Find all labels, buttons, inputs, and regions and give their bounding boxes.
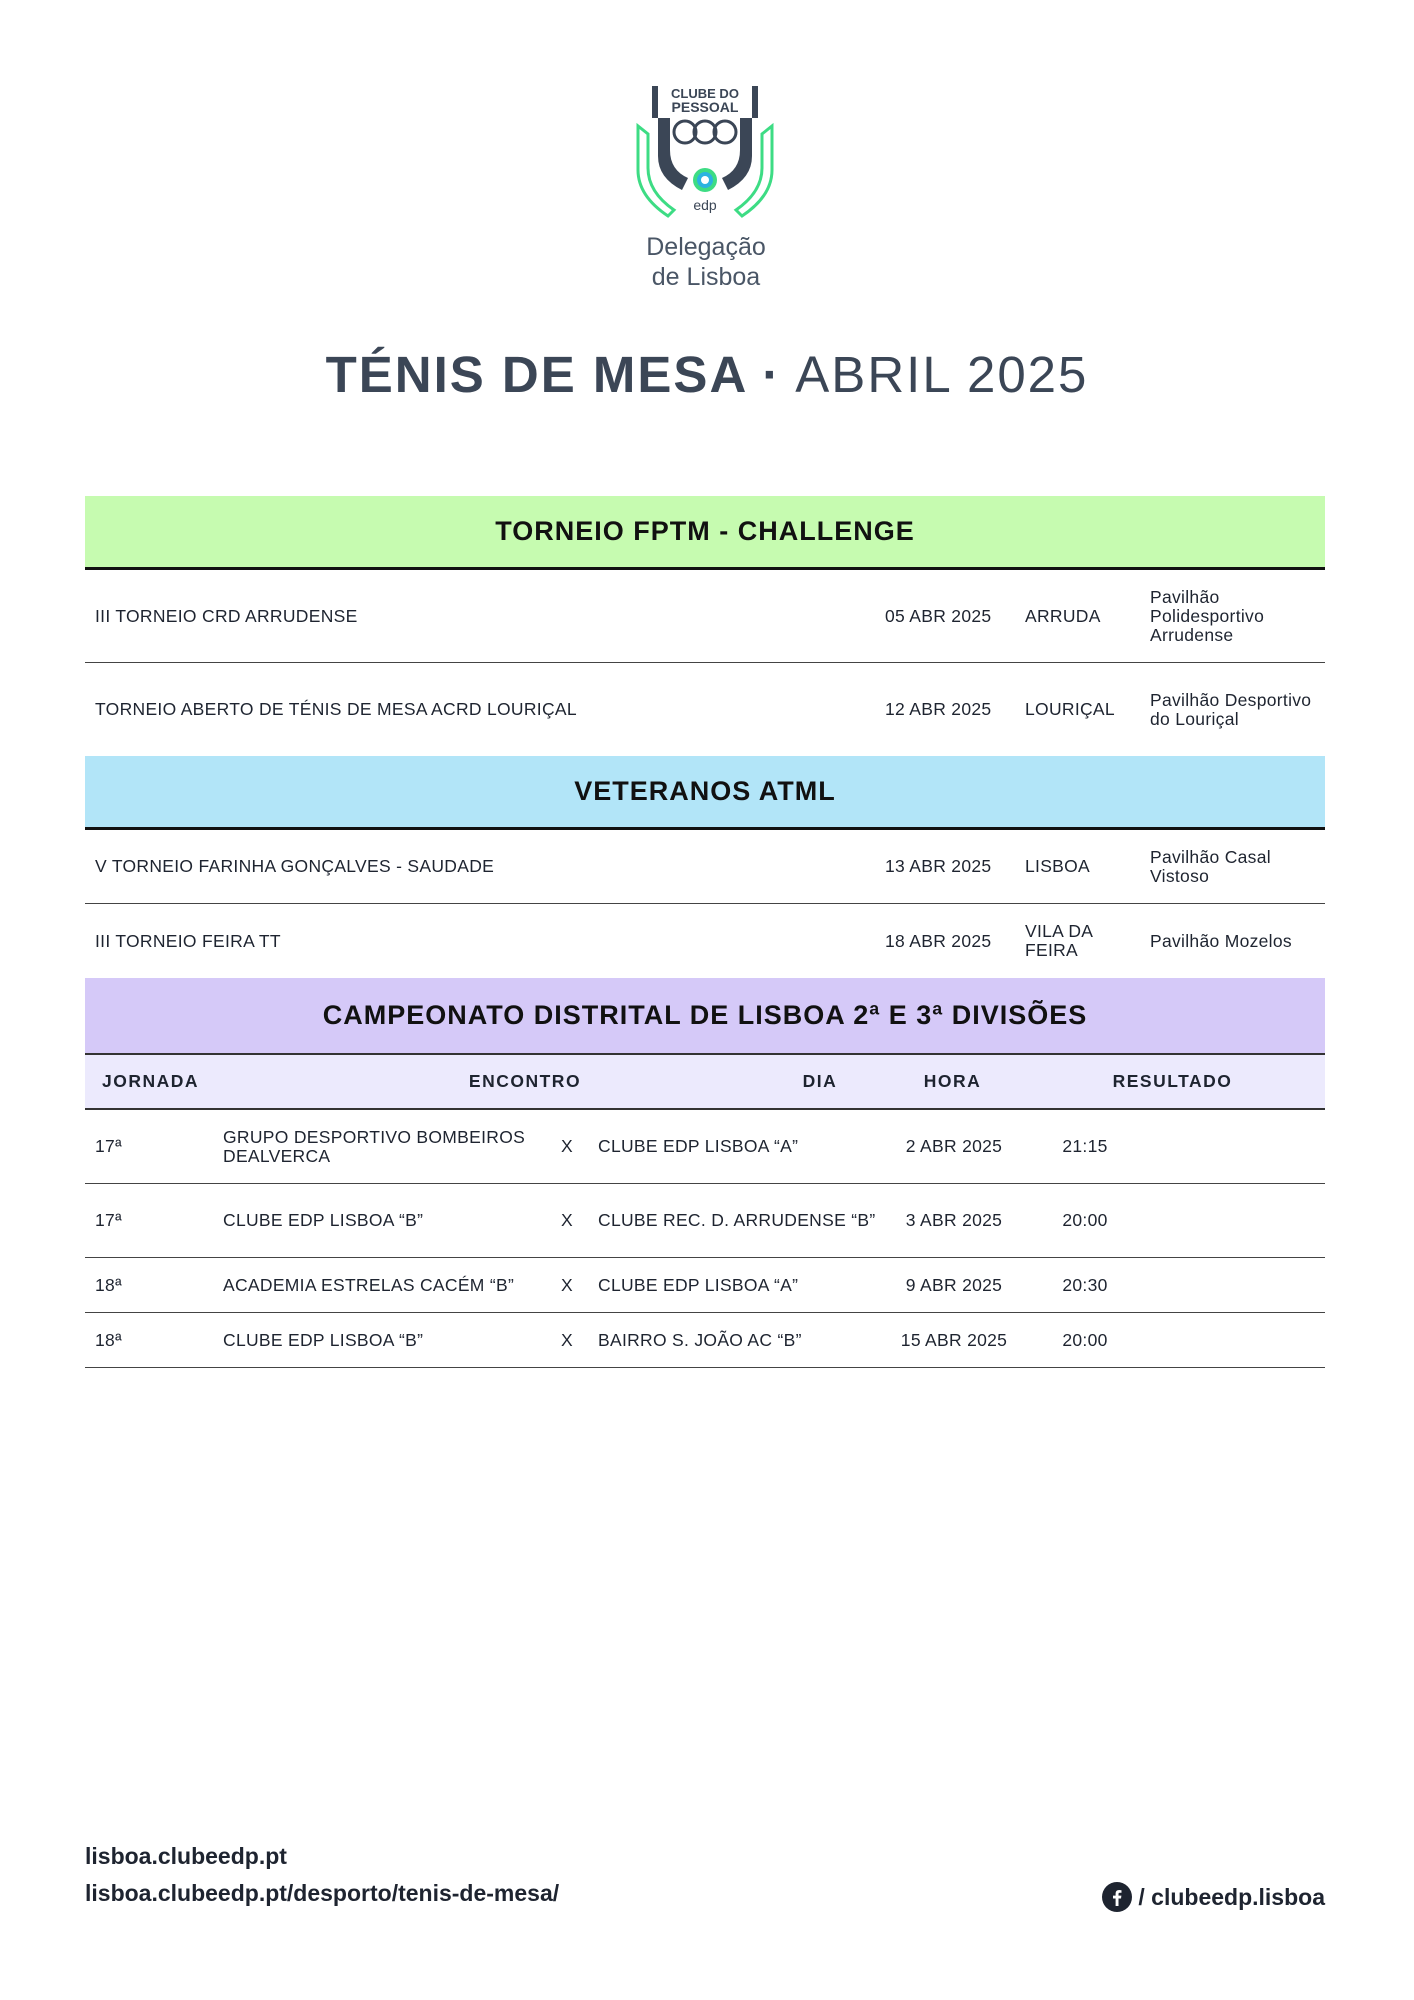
match-jornada: 17ª (95, 1210, 122, 1230)
match-away-team: CLUBE REC. D. ARRUDENSE “B” (598, 1210, 876, 1230)
section-header-fptm: TORNEIO FPTM - CHALLENGE (85, 496, 1325, 570)
delegation-line-2: de Lisboa (651, 263, 761, 291)
match-jornada: 17ª (95, 1136, 122, 1156)
event-name: TORNEIO ABERTO DE TÉNIS DE MESA ACRD LOURIÇAL (95, 699, 577, 719)
match-time: 20:00 (1062, 1210, 1108, 1230)
event-row (85, 830, 1325, 904)
event-name: V TORNEIO FARINHA GONÇALVES - SAUDADE (95, 856, 495, 876)
event-venue: Pavilhão Polidesportivo Arrudense (1150, 586, 1265, 645)
match-date: 9 ABR 2025 (905, 1274, 1003, 1295)
match-row (85, 1313, 1325, 1368)
delegation-line-1: Delegação (646, 233, 766, 261)
match-home-team: CLUBE EDP LISBOA “B” (223, 1210, 424, 1230)
page-title (0, 345, 1414, 404)
event-date: 05 ABR 2025 (885, 605, 992, 626)
match-date: 2 ABR 2025 (905, 1136, 1003, 1156)
column-header-jornada: JORNADA (102, 1071, 200, 1091)
title-main: TÉNIS DE MESA (325, 346, 749, 403)
column-header-resultado: RESULTADO (1112, 1071, 1233, 1091)
event-row (85, 904, 1325, 978)
event-name: III TORNEIO FEIRA TT (95, 930, 281, 951)
event-location: LISBOA (1025, 856, 1091, 876)
match-vs: X (561, 1210, 573, 1230)
match-time: 20:30 (1062, 1274, 1108, 1295)
title-month: ABRIL 2025 (795, 346, 1089, 403)
section-header-distrital: CAMPEONATO DISTRITAL DE LISBOA 2ª E 3ª DIVISÕES (85, 978, 1325, 1055)
column-header-hora: HORA (923, 1071, 982, 1091)
event-venue: Pavilhão Mozelos (1150, 930, 1292, 951)
match-vs: X (561, 1329, 573, 1350)
column-header-encontro: ENCONTRO (468, 1071, 582, 1091)
match-home-team: CLUBE EDP LISBOA “B” (223, 1329, 424, 1350)
social-handle: / clubeedp.lisboa (1138, 1883, 1325, 1910)
facebook-icon (1102, 1882, 1132, 1912)
title-separator: · (762, 346, 782, 403)
match-jornada: 18ª (95, 1274, 122, 1295)
match-date: 15 ABR 2025 (900, 1329, 1008, 1350)
section-header-veteranos: VETERANOS ATML (85, 756, 1325, 830)
club-logo-icon (630, 78, 780, 223)
column-header-dia: DIA (802, 1071, 838, 1091)
match-time: 21:15 (1062, 1136, 1108, 1156)
match-home-team: ACADEMIA ESTRELAS CACÉM “B” (223, 1274, 515, 1295)
event-venue: Pavilhão Desportivo do Louriçal (1150, 689, 1312, 729)
event-name: III TORNEIO CRD ARRUDENSE (95, 605, 358, 626)
match-date: 3 ABR 2025 (905, 1210, 1003, 1230)
footer-link-site[interactable]: lisboa.clubeedp.pt (85, 1843, 287, 1869)
match-away-team: BAIRRO S. JOÃO AC “B” (598, 1329, 802, 1350)
match-vs: X (561, 1136, 573, 1156)
club-logo (630, 78, 780, 223)
match-home-team: GRUPO DESPORTIVO BOMBEIROS DEALVERCA (223, 1126, 526, 1166)
match-jornada: 18ª (95, 1329, 122, 1350)
match-row (85, 1184, 1325, 1258)
match-time: 20:00 (1062, 1329, 1108, 1350)
logo-text-2: PESSOAL (671, 99, 739, 115)
table-header (85, 1055, 1325, 1110)
match-vs: X (561, 1274, 573, 1295)
event-date: 18 ABR 2025 (885, 930, 992, 951)
match-row (85, 1258, 1325, 1313)
logo-text-1: CLUBE DO (671, 86, 739, 101)
delegation-label (556, 232, 856, 292)
event-date: 13 ABR 2025 (885, 856, 992, 876)
event-venue: Pavilhão Casal Vistoso (1150, 846, 1271, 886)
footer-link-tenis[interactable]: lisboa.clubeedp.pt/desporto/tenis-de-mesa/ (85, 1880, 560, 1906)
match-row (85, 1110, 1325, 1184)
event-date: 12 ABR 2025 (885, 699, 992, 719)
event-row (85, 663, 1325, 756)
match-away-team: CLUBE EDP LISBOA “A” (598, 1274, 799, 1295)
logo-brand: edp (693, 197, 717, 213)
social-link[interactable] (1102, 1882, 1325, 1912)
match-away-team: CLUBE EDP LISBOA “A” (598, 1136, 799, 1156)
event-location: VILA DA FEIRA (1025, 921, 1093, 960)
event-location: ARRUDA (1025, 605, 1101, 626)
schedule-tables (85, 496, 1325, 1368)
event-location: LOURIÇAL (1025, 699, 1115, 719)
event-row (85, 570, 1325, 663)
